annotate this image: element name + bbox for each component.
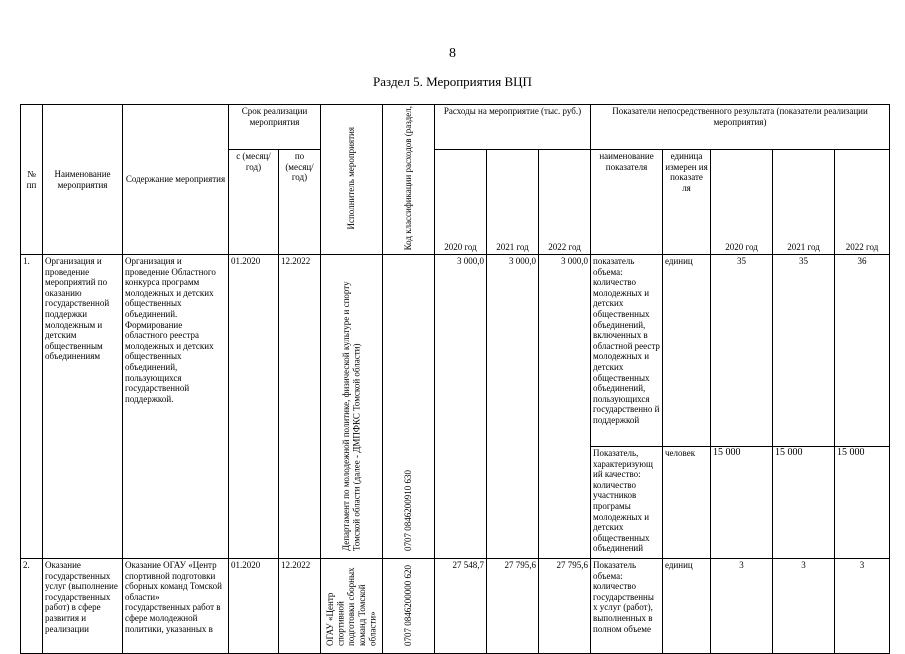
header-code: Код классификации расходов (раздел, [403, 106, 414, 251]
row2-exp-2021: 27 795,6 [487, 559, 539, 654]
row1-ind1-2022: 36 [835, 255, 890, 447]
header-exp-2022: 2022 год [539, 150, 591, 255]
header-unit: единица измерен ия показате ля [663, 150, 711, 255]
header-executor-cell [321, 105, 383, 255]
row1-content: Организация и проведение Областного конкурса программ молодежных и детских общественных объединений. Формирование областного реестра молодежных и детских общественных объединений, пользующихся государственной поддержкой. [123, 255, 229, 559]
header-indicators: Показатели непосредственного результата (показатели реализации мероприятия) [591, 105, 890, 150]
row1-ind2-2020: 15 000 [711, 447, 773, 559]
header-executor: Исполнитель мероприятия [346, 126, 357, 230]
table-row-1a [21, 255, 890, 447]
row2-name: Оказание государственных услуг (выполнение государственных работ) в сфере развития и реализации [45, 560, 118, 634]
row2-ind1-2022: 3 [835, 559, 890, 654]
row2-ind1-name-cell [591, 559, 663, 654]
row1-ind2-2022: 15 000 [835, 447, 890, 559]
header-exp-2021: 2021 год [487, 150, 539, 255]
row1-executor-cell [321, 255, 383, 559]
row1-code-cell [383, 255, 435, 559]
row2-content: Оказание ОГАУ «Центр спортивной подготовки сборных команд Томской области» государственных работ в сфере молодежной политики, указанных в [125, 560, 222, 634]
row2-ind1-2021: 3 [773, 559, 835, 654]
row1-exp-2022: 3 000,0 [539, 255, 591, 559]
row1-exp-2020: 3 000,0 [435, 255, 487, 559]
row1-code: 0707 0846200910 630 [403, 470, 414, 552]
header-row-1 [21, 105, 890, 150]
table-row-2 [21, 559, 890, 654]
row1-num: 1. [21, 255, 43, 559]
row2-exp-2022: 27 795,6 [539, 559, 591, 654]
section-title: Раздел 5. Мероприятия ВЦП [373, 74, 532, 89]
row2-code: 0707 0846200000 620 [403, 565, 414, 647]
row1-ind2-2021: 15 000 [773, 447, 835, 559]
header-indicator-name: наименование показателя [591, 150, 663, 255]
row2-ind1-2020: 3 [711, 559, 773, 654]
row1-from: 01.2020 [229, 255, 279, 559]
row1-ind1-unit: единиц [663, 255, 711, 447]
header-content: Содержание мероприятия [123, 105, 229, 255]
header-expenses: Расходы на мероприятие (тыс. руб.) [435, 105, 591, 150]
row1-ind1-2020: 35 [711, 255, 773, 447]
header-ind-2021: 2021 год [773, 150, 835, 255]
header-exp-2020: 2020 год [435, 150, 487, 255]
header-ind-2020: 2020 год [711, 150, 773, 255]
row2-ind1-unit: единиц [663, 559, 711, 654]
header-to: по (месяц/ год) [279, 150, 321, 255]
row2-exp-2020: 27 548,7 [435, 559, 487, 654]
row2-from: 01.2020 [229, 559, 279, 654]
header-period: Срок реализации мероприятия [229, 105, 321, 150]
header-name: Наименование мероприятия [43, 105, 123, 255]
header-from: с (месяц/ год) [229, 150, 279, 255]
header-ind-2022: 2022 год [835, 150, 890, 255]
header-code-cell [383, 105, 435, 255]
row1-executor: Департамент по молодежной политике, физической культуре и спорту Томской области (далее - ДМПФКС Томской области) [340, 281, 362, 552]
page-number: 8 [449, 46, 456, 61]
row2-executor-cell [321, 559, 383, 654]
row1-ind1-2021: 35 [773, 255, 835, 447]
row2-ind1-name: Показатель объема: количество государственны х услуг (работ), выполненных в полном объеме [593, 560, 654, 634]
row2-executor: ОГАУ «Центр спортивной подготовки сборных команд Томской области» [325, 567, 378, 647]
row2-code-cell [383, 559, 435, 654]
row1-ind2-name: Показатель, характеризующ ий качество: количество участников програмы молодежных и детских общественных объединений [591, 447, 663, 559]
row1-name: Организация и проведение мероприятий по оказанию государственной поддержки молодежным и детским общественным объединениям [43, 255, 123, 559]
row2-name-cell [43, 559, 123, 654]
header-num: № пп [21, 105, 43, 255]
row2-to: 12.2022 [279, 559, 321, 654]
row2-num: 2. [21, 559, 43, 654]
measures-table [20, 104, 890, 654]
row1-ind2-unit: человек [663, 447, 711, 559]
row1-ind1-name: показатель объема: количество молодежных и детских общественных объединений, включенных в областной реестр молодежных и детских общественных объединений, пользующихся государственно й поддержкой [591, 255, 663, 447]
row1-to: 12.2022 [279, 255, 321, 559]
row1-exp-2021: 3 000,0 [487, 255, 539, 559]
row2-content-cell [123, 559, 229, 654]
